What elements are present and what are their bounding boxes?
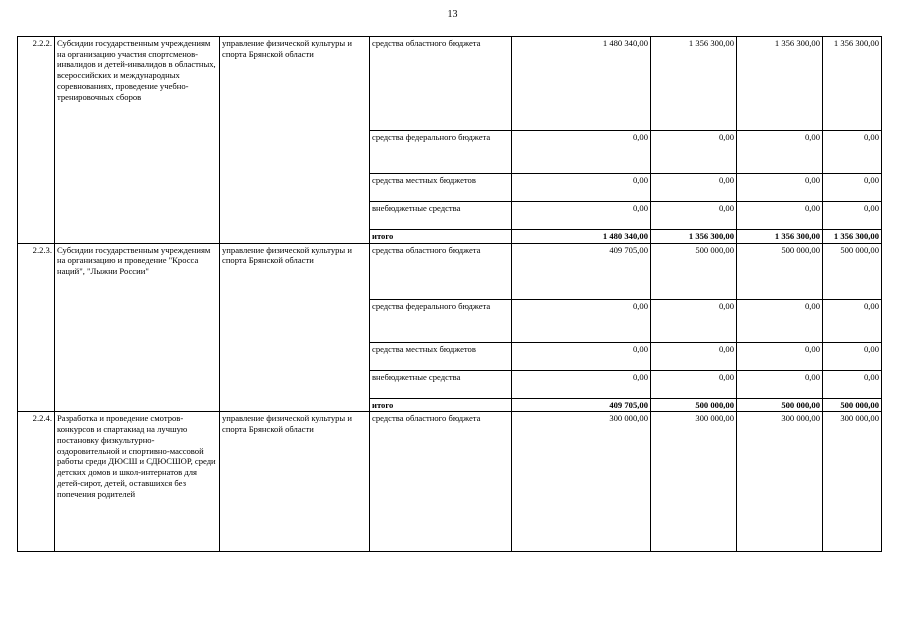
amount-year-3: 500 000,00 xyxy=(737,243,823,299)
funding-source: средства областного бюджета xyxy=(370,243,512,299)
amount-year-1: 1 480 340,00 xyxy=(512,37,651,131)
page-number: 13 xyxy=(447,9,458,20)
table-row xyxy=(18,412,882,552)
amount-year-4: 0,00 xyxy=(823,342,882,370)
executor: управление физической культуры и спорта Брянской области xyxy=(220,243,370,412)
amount-year-4: 1 356 300,00 xyxy=(823,37,882,131)
amount-year-4: 500 000,00 xyxy=(823,243,882,299)
total-year-2: 500 000,00 xyxy=(651,398,737,412)
amount-year-2: 0,00 xyxy=(651,174,737,202)
total-year-2: 1 356 300,00 xyxy=(651,230,737,244)
funding-source: средства местных бюджетов xyxy=(370,174,512,202)
funding-source-total: итого xyxy=(370,398,512,412)
total-year-3: 500 000,00 xyxy=(737,398,823,412)
total-year-1: 1 480 340,00 xyxy=(512,230,651,244)
amount-year-3: 0,00 xyxy=(737,131,823,174)
amount-year-2: 300 000,00 xyxy=(651,412,737,552)
amount-year-1: 409 705,00 xyxy=(512,243,651,299)
amount-year-2: 0,00 xyxy=(651,370,737,398)
amount-year-1: 0,00 xyxy=(512,342,651,370)
measure-code: 2.2.4. xyxy=(18,412,55,552)
table-row xyxy=(18,243,882,299)
measure-description: Разработка и проведение смотров-конкурсов и спартакиад на лучшую постановку физкультурно-оздоровительной и спортивно-массовой работы среди ДЮСШ и СДЮСШОР, среди детских домов и школ-интернатов для детей-сирот, детей, оставшихся без попечения родителей xyxy=(55,412,220,552)
funding-source: внебюджетные средства xyxy=(370,202,512,230)
amount-year-3: 0,00 xyxy=(737,342,823,370)
amount-year-2: 0,00 xyxy=(651,202,737,230)
funding-source: средства федерального бюджета xyxy=(370,299,512,342)
amount-year-3: 0,00 xyxy=(737,299,823,342)
amount-year-1: 0,00 xyxy=(512,370,651,398)
amount-year-2: 1 356 300,00 xyxy=(651,37,737,131)
total-year-3: 1 356 300,00 xyxy=(737,230,823,244)
table-row xyxy=(18,37,882,131)
amount-year-1: 0,00 xyxy=(512,174,651,202)
measure-code: 2.2.3. xyxy=(18,243,55,412)
amount-year-3: 1 356 300,00 xyxy=(737,37,823,131)
funding-source: средства областного бюджета xyxy=(370,37,512,131)
funding-source: средства федерального бюджета xyxy=(370,131,512,174)
amount-year-4: 0,00 xyxy=(823,174,882,202)
amount-year-2: 500 000,00 xyxy=(651,243,737,299)
amount-year-4: 0,00 xyxy=(823,202,882,230)
budget-table xyxy=(17,36,882,552)
total-year-4: 1 356 300,00 xyxy=(823,230,882,244)
amount-year-1: 0,00 xyxy=(512,299,651,342)
amount-year-1: 300 000,00 xyxy=(512,412,651,552)
total-year-4: 500 000,00 xyxy=(823,398,882,412)
amount-year-4: 0,00 xyxy=(823,131,882,174)
executor: управление физической культуры и спорта Брянской области xyxy=(220,412,370,552)
amount-year-4: 0,00 xyxy=(823,299,882,342)
measure-code: 2.2.2. xyxy=(18,37,55,244)
amount-year-4: 0,00 xyxy=(823,370,882,398)
total-year-1: 409 705,00 xyxy=(512,398,651,412)
amount-year-2: 0,00 xyxy=(651,299,737,342)
amount-year-3: 0,00 xyxy=(737,174,823,202)
funding-source: средства областного бюджета xyxy=(370,412,512,552)
amount-year-3: 0,00 xyxy=(737,202,823,230)
amount-year-4: 300 000,00 xyxy=(823,412,882,552)
funding-source: средства местных бюджетов xyxy=(370,342,512,370)
amount-year-1: 0,00 xyxy=(512,202,651,230)
amount-year-2: 0,00 xyxy=(651,342,737,370)
amount-year-3: 300 000,00 xyxy=(737,412,823,552)
executor: управление физической культуры и спорта Брянской области xyxy=(220,37,370,244)
measure-description: Субсидии государственным учреждениям на организацию участия спортсменов-инвалидов и детей-инвалидов в областных, всероссийских и международных соревнованиях, проведение учебно-тренировочных сборов xyxy=(55,37,220,244)
amount-year-2: 0,00 xyxy=(651,131,737,174)
amount-year-3: 0,00 xyxy=(737,370,823,398)
amount-year-1: 0,00 xyxy=(512,131,651,174)
funding-source: внебюджетные средства xyxy=(370,370,512,398)
funding-source-total: итого xyxy=(370,230,512,244)
measure-description: Субсидии государственным учреждениям на организацию и проведение "Кросса наций", "Лыжни России" xyxy=(55,243,220,412)
